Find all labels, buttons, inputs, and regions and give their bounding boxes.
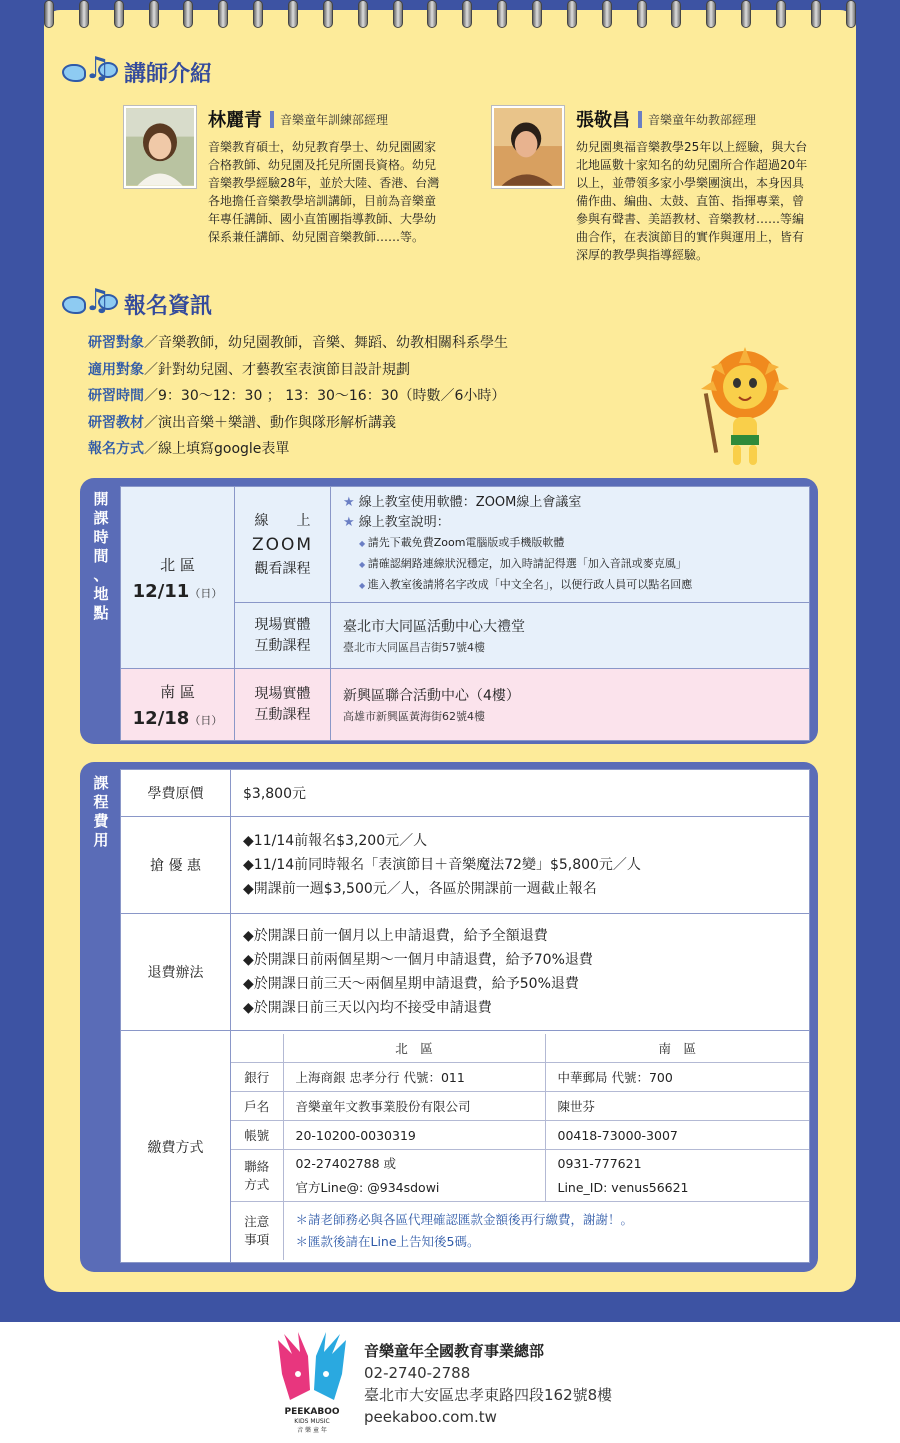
binder-ring [427, 0, 437, 28]
desc-line: 各地擔任音樂教學培訓講師，目前為音樂童 [208, 194, 437, 208]
instructors-section-title [62, 51, 213, 90]
binder-ring [671, 0, 681, 28]
registration-value: 線上填寫google表單 [158, 441, 290, 457]
desc-line: 保系兼任講師、幼兒園音樂教師……等。 [208, 230, 425, 244]
diamond-icon: ◆ [243, 976, 254, 992]
north-online-mode [235, 487, 331, 603]
north-weekday: （日） [189, 586, 223, 600]
instructor-card-1 [124, 106, 439, 246]
online-sub-item [359, 554, 797, 575]
binder-ring [358, 0, 368, 28]
early-bird-item-text: 11/14前同時報名「表演節目＋音樂魔法72變」$5,800元／人 [253, 857, 641, 873]
vertical-label-char: 課 [93, 774, 109, 792]
notes-content [283, 1202, 809, 1260]
online-mode-line-2: ZOOM [251, 534, 314, 555]
desc-line: 幼兒園奧福音樂教學25年以上經驗，與大台 [576, 140, 808, 154]
early-bird-item-text: 開課前一週$3,500元／人，各區於開課前一週截止報名 [253, 881, 597, 897]
live-mode-line-2: 互動課程 [254, 706, 311, 723]
music-note-icon: ♫ [62, 286, 118, 322]
refund-item-text: 於開課日前三天～兩個星期申請退費，給予50%退費 [253, 976, 579, 992]
footer-org: 音樂童年全國教育事業總部 [364, 1342, 545, 1360]
vertical-label-char: 課 [93, 509, 109, 527]
registration-sep: ／ [144, 414, 158, 431]
north-venue: 臺北市大同區活動中心大禮堂 [343, 619, 525, 635]
payment-south-value: 陳世芬 [545, 1092, 809, 1121]
footer [0, 1322, 900, 1443]
north-live-mode [235, 603, 331, 669]
binder-ring [288, 0, 298, 28]
payment-row-label: 戶名 [231, 1092, 283, 1121]
vertical-label-char: 用 [93, 831, 109, 849]
payment-cell [231, 1031, 810, 1263]
north-address: 臺北市大同區昌吉街57號4樓 [343, 641, 485, 654]
binder-ring [183, 0, 193, 28]
instructor-name-1 [208, 106, 439, 132]
online-mode-line-1: 線 上 [254, 512, 311, 529]
south-weekday: （日） [189, 713, 223, 727]
contact-label-line: 聯絡 [244, 1158, 270, 1174]
logo-cn-text: 音 樂 童 年 [297, 1427, 327, 1434]
refund-item-text: 於開課日前三天以內均不接受申請退費 [253, 1000, 492, 1016]
online-sub-list [343, 533, 797, 596]
refund-item [243, 948, 797, 972]
music-note-icon: ♫ [62, 54, 118, 90]
south-venue-cell [331, 669, 810, 741]
refund-item [243, 996, 797, 1020]
early-bird-item [243, 829, 797, 853]
payment-south-value: 中華郵局 代號：700 [545, 1063, 809, 1092]
live-mode-line-1: 現場實體 [254, 685, 311, 702]
binder-ring [846, 0, 856, 28]
diamond-icon: ◆ [243, 928, 254, 944]
schedule-vertical-label [91, 490, 111, 623]
binder-ring [706, 0, 716, 28]
note-line: ＊請老師務必與各區代理確認匯款金額後再行繳費，謝謝！。 [295, 1211, 634, 1227]
diamond-icon: ◆ [243, 881, 254, 897]
binder-ring [114, 0, 124, 28]
footer-contact [364, 1340, 612, 1428]
binder-ring [149, 0, 159, 28]
diamond-icon: ◆ [243, 857, 254, 873]
payment-north-value: 音樂童年文教事業股份有限公司 [283, 1092, 545, 1121]
lion-mascot-icon [695, 345, 795, 470]
binder-ring [323, 0, 333, 28]
payment-north-value: 上海商銀 忠孝分行 代號：011 [283, 1063, 545, 1092]
diamond-icon: ◆ [359, 539, 368, 548]
desc-line: 年專任講師、國小直笛團指導教師、大學幼 [208, 212, 437, 226]
binder-ring [602, 0, 612, 28]
registration-key: 研習時間 [88, 388, 144, 404]
binder-ring [637, 0, 647, 28]
north-region-cell [121, 487, 235, 669]
registration-item [88, 436, 508, 463]
contact-label-line: 方式 [244, 1176, 270, 1192]
early-bird-item-text: 11/14前報名$3,200元／人 [253, 833, 428, 849]
diamond-icon: ◆ [243, 1000, 254, 1016]
instructors-title-text: 講師介紹 [124, 61, 213, 87]
refund-list [231, 914, 810, 1031]
vertical-label-char: 地 [93, 585, 109, 603]
instructor-name-text-2: 張敬昌 [576, 110, 630, 131]
payment-table [231, 1034, 809, 1260]
contact-north-line: 官方Line@: @934sdowi [295, 1179, 440, 1195]
north-online-details [331, 487, 810, 603]
payment-row-label: 帳號 [231, 1121, 283, 1150]
registration-sep: ／ [144, 388, 158, 404]
online-sub-text: 請確認網路連線狀況穩定，加入時請記得選「加入音訊或麥克風」 [367, 557, 687, 570]
footer-phone: 02-2740-2788 [364, 1364, 471, 1382]
north-region-label: 北 區 [160, 555, 195, 574]
online-item-1: 線上教室使用軟體：ZOOM線上會議室 [358, 495, 582, 510]
registration-title-text: 報名資訊 [124, 293, 213, 319]
registration-sep: ／ [144, 335, 158, 351]
star-icon: ★ [343, 495, 355, 510]
binder-ring [532, 0, 542, 28]
binder-ring [218, 0, 228, 28]
online-sub-item [359, 575, 797, 596]
instructor-desc-1 [208, 138, 439, 246]
payment-header-north: 北 區 [283, 1034, 545, 1063]
refund-item-text: 於開課日前兩個星期～一個月申請退費，給予70%退費 [253, 952, 593, 968]
star-icon: ★ [343, 515, 355, 530]
peekaboo-logo-icon [270, 1330, 354, 1435]
registration-item [88, 383, 508, 410]
payment-header-south: 南 區 [545, 1034, 809, 1063]
desc-line: 音樂教學經驗28年，並於大陸、香港、台灣 [208, 176, 440, 190]
north-venue-cell [331, 603, 810, 669]
fees-vertical-label [91, 774, 111, 850]
online-mode-line-3: 觀看課程 [254, 560, 311, 577]
live-mode-line-2: 互動課程 [254, 637, 311, 654]
diamond-icon: ◆ [243, 952, 254, 968]
south-region-cell [121, 669, 235, 741]
registration-value: 9：30～12：30 ； 13：30～16：30（時數／6小時） [158, 388, 506, 404]
registration-sep: ／ [144, 361, 158, 378]
early-bird-list [231, 817, 810, 914]
instructor-title-2: 音樂童年幼教部經理 [638, 111, 756, 128]
diamond-icon: ◆ [359, 560, 368, 569]
payment-contact-row [231, 1150, 809, 1202]
diamond-icon: ◆ [359, 581, 368, 590]
registration-value: 音樂教師，幼兒園教師，音樂、舞蹈、幼教相關科系學生 [158, 335, 508, 351]
payment-notes-row [231, 1202, 809, 1260]
binder-ring [393, 0, 403, 28]
binder-ring [741, 0, 751, 28]
refund-item-text: 於開課日前一個月以上申請退費，給予全額退費 [253, 928, 548, 944]
payment-row [231, 1063, 809, 1092]
binder-ring [776, 0, 786, 28]
south-live-mode [235, 669, 331, 741]
binder-ring [44, 0, 54, 28]
vertical-label-char: 開 [93, 490, 109, 508]
binder-ring [497, 0, 507, 28]
refund-item [243, 972, 797, 996]
desc-line: 參與有聲書、美語教材、音樂教材……等編 [576, 212, 805, 226]
desc-line: 備作曲、編曲、太鼓、直笛、指揮專業，曾 [576, 194, 805, 208]
south-date: 12/18 [132, 707, 190, 729]
payment-row-label: 銀行 [231, 1063, 283, 1092]
registration-key: 研習對象 [88, 335, 144, 351]
south-address: 高雄市新興區黃海街62號4樓 [343, 710, 485, 723]
notes-label-line: 注意 [244, 1213, 270, 1229]
early-bird-item [243, 853, 797, 877]
contact-south-line: 0931-777621 [557, 1155, 642, 1171]
fees-table [120, 769, 810, 1263]
desc-line: 以上，並帶領多家小學樂團演出，本身因具 [576, 176, 805, 190]
logo-subtext: KIDS MUSIC [294, 1418, 330, 1425]
registration-item [88, 330, 508, 357]
registration-value: 演出音樂＋樂譜、動作與隊形解析講義 [158, 414, 396, 431]
payment-label: 繳費方式 [121, 1031, 231, 1263]
contact-south [545, 1150, 809, 1202]
online-item-2: 線上教室說明： [358, 515, 450, 530]
online-sub-item [359, 533, 797, 554]
payment-north-value: 20-10200-0030319 [283, 1121, 545, 1150]
registration-key: 適用對象 [88, 361, 144, 378]
binder-ring [811, 0, 821, 28]
registration-section-title [62, 283, 213, 322]
vertical-label-char: 、 [93, 566, 109, 584]
tuition-label: 學費原價 [121, 770, 231, 817]
registration-value: 針對幼兒園、才藝教室表演節目設計規劃 [158, 361, 410, 378]
footer-website[interactable]: peekaboo.com.tw [364, 1408, 497, 1426]
diamond-icon: ◆ [243, 833, 254, 849]
tuition-value: $3,800元 [231, 770, 810, 817]
contact-north-line: 02-27402788 或 [295, 1155, 397, 1171]
desc-line: 北地區數十家知名的幼兒園所合作超過20年 [576, 158, 808, 172]
payment-row [231, 1121, 809, 1150]
logo-text: PEEKABOO [284, 1407, 340, 1417]
binder-ring [462, 0, 472, 28]
schedule-table [120, 486, 810, 741]
vertical-label-char: 時 [93, 528, 109, 546]
payment-row [231, 1092, 809, 1121]
online-sub-text: 請先下載免費Zoom電腦版或手機版軟體 [367, 536, 565, 549]
note-line: ＊匯款後請在Line上告知後5碼。 [295, 1233, 480, 1249]
instructor-name-2 [576, 106, 807, 132]
instructor-card-2 [492, 106, 807, 264]
desc-line: 音樂教育碩士，幼兒教育學士、幼兒園國家 [208, 140, 437, 154]
early-bird-label: 搶 優 惠 [121, 817, 231, 914]
registration-item [88, 410, 508, 437]
vertical-label-char: 點 [93, 604, 109, 622]
instructor-name-text-1: 林麗青 [208, 110, 262, 131]
instructor-photo-1 [124, 106, 196, 188]
registration-key: 報名方式 [88, 441, 144, 457]
contact-south-line: Line_ID: venus56621 [557, 1179, 689, 1195]
registration-item [88, 357, 508, 384]
notes-label [231, 1202, 283, 1260]
desc-line: 曲合作，在表演節目的實作與運用上，皆有 [576, 230, 805, 244]
online-sub-text: 進入教室後請將名字改成「中文全名」，以便行政人員可以點名回應 [367, 578, 693, 591]
live-mode-line-1: 現場實體 [254, 616, 311, 633]
desc-line: 合格教師、幼兒園及托兒所園長資格。幼兒 [208, 158, 437, 172]
notes-label-line: 事項 [244, 1231, 270, 1247]
registration-sep: ／ [144, 441, 158, 457]
vertical-label-char: 程 [93, 793, 109, 811]
north-date: 12/11 [132, 580, 190, 602]
registration-key: 研習教材 [88, 414, 144, 431]
contact-label [231, 1150, 283, 1202]
desc-line: 深厚的教學與指導經驗。 [576, 248, 709, 262]
refund-item [243, 924, 797, 948]
instructor-photo-2 [492, 106, 564, 188]
binder-ring [253, 0, 263, 28]
registration-list [88, 330, 508, 463]
south-venue: 新興區聯合活動中心（4樓） [343, 688, 520, 704]
refund-label: 退費辦法 [121, 914, 231, 1031]
vertical-label-char: 費 [93, 812, 109, 830]
binder-ring [79, 0, 89, 28]
binder-rings [44, 0, 856, 30]
payment-south-value: 00418-73000-3007 [545, 1121, 809, 1150]
early-bird-item [243, 877, 797, 901]
contact-north [283, 1150, 545, 1202]
footer-address: 臺北市大安區忠孝東路四段162號8樓 [364, 1386, 613, 1404]
binder-ring [567, 0, 577, 28]
instructor-desc-2 [576, 138, 807, 264]
south-region-label: 南 區 [160, 682, 195, 701]
vertical-label-char: 間 [93, 547, 109, 565]
payment-header-blank [231, 1034, 283, 1063]
instructor-title-1: 音樂童年訓練部經理 [270, 111, 388, 128]
